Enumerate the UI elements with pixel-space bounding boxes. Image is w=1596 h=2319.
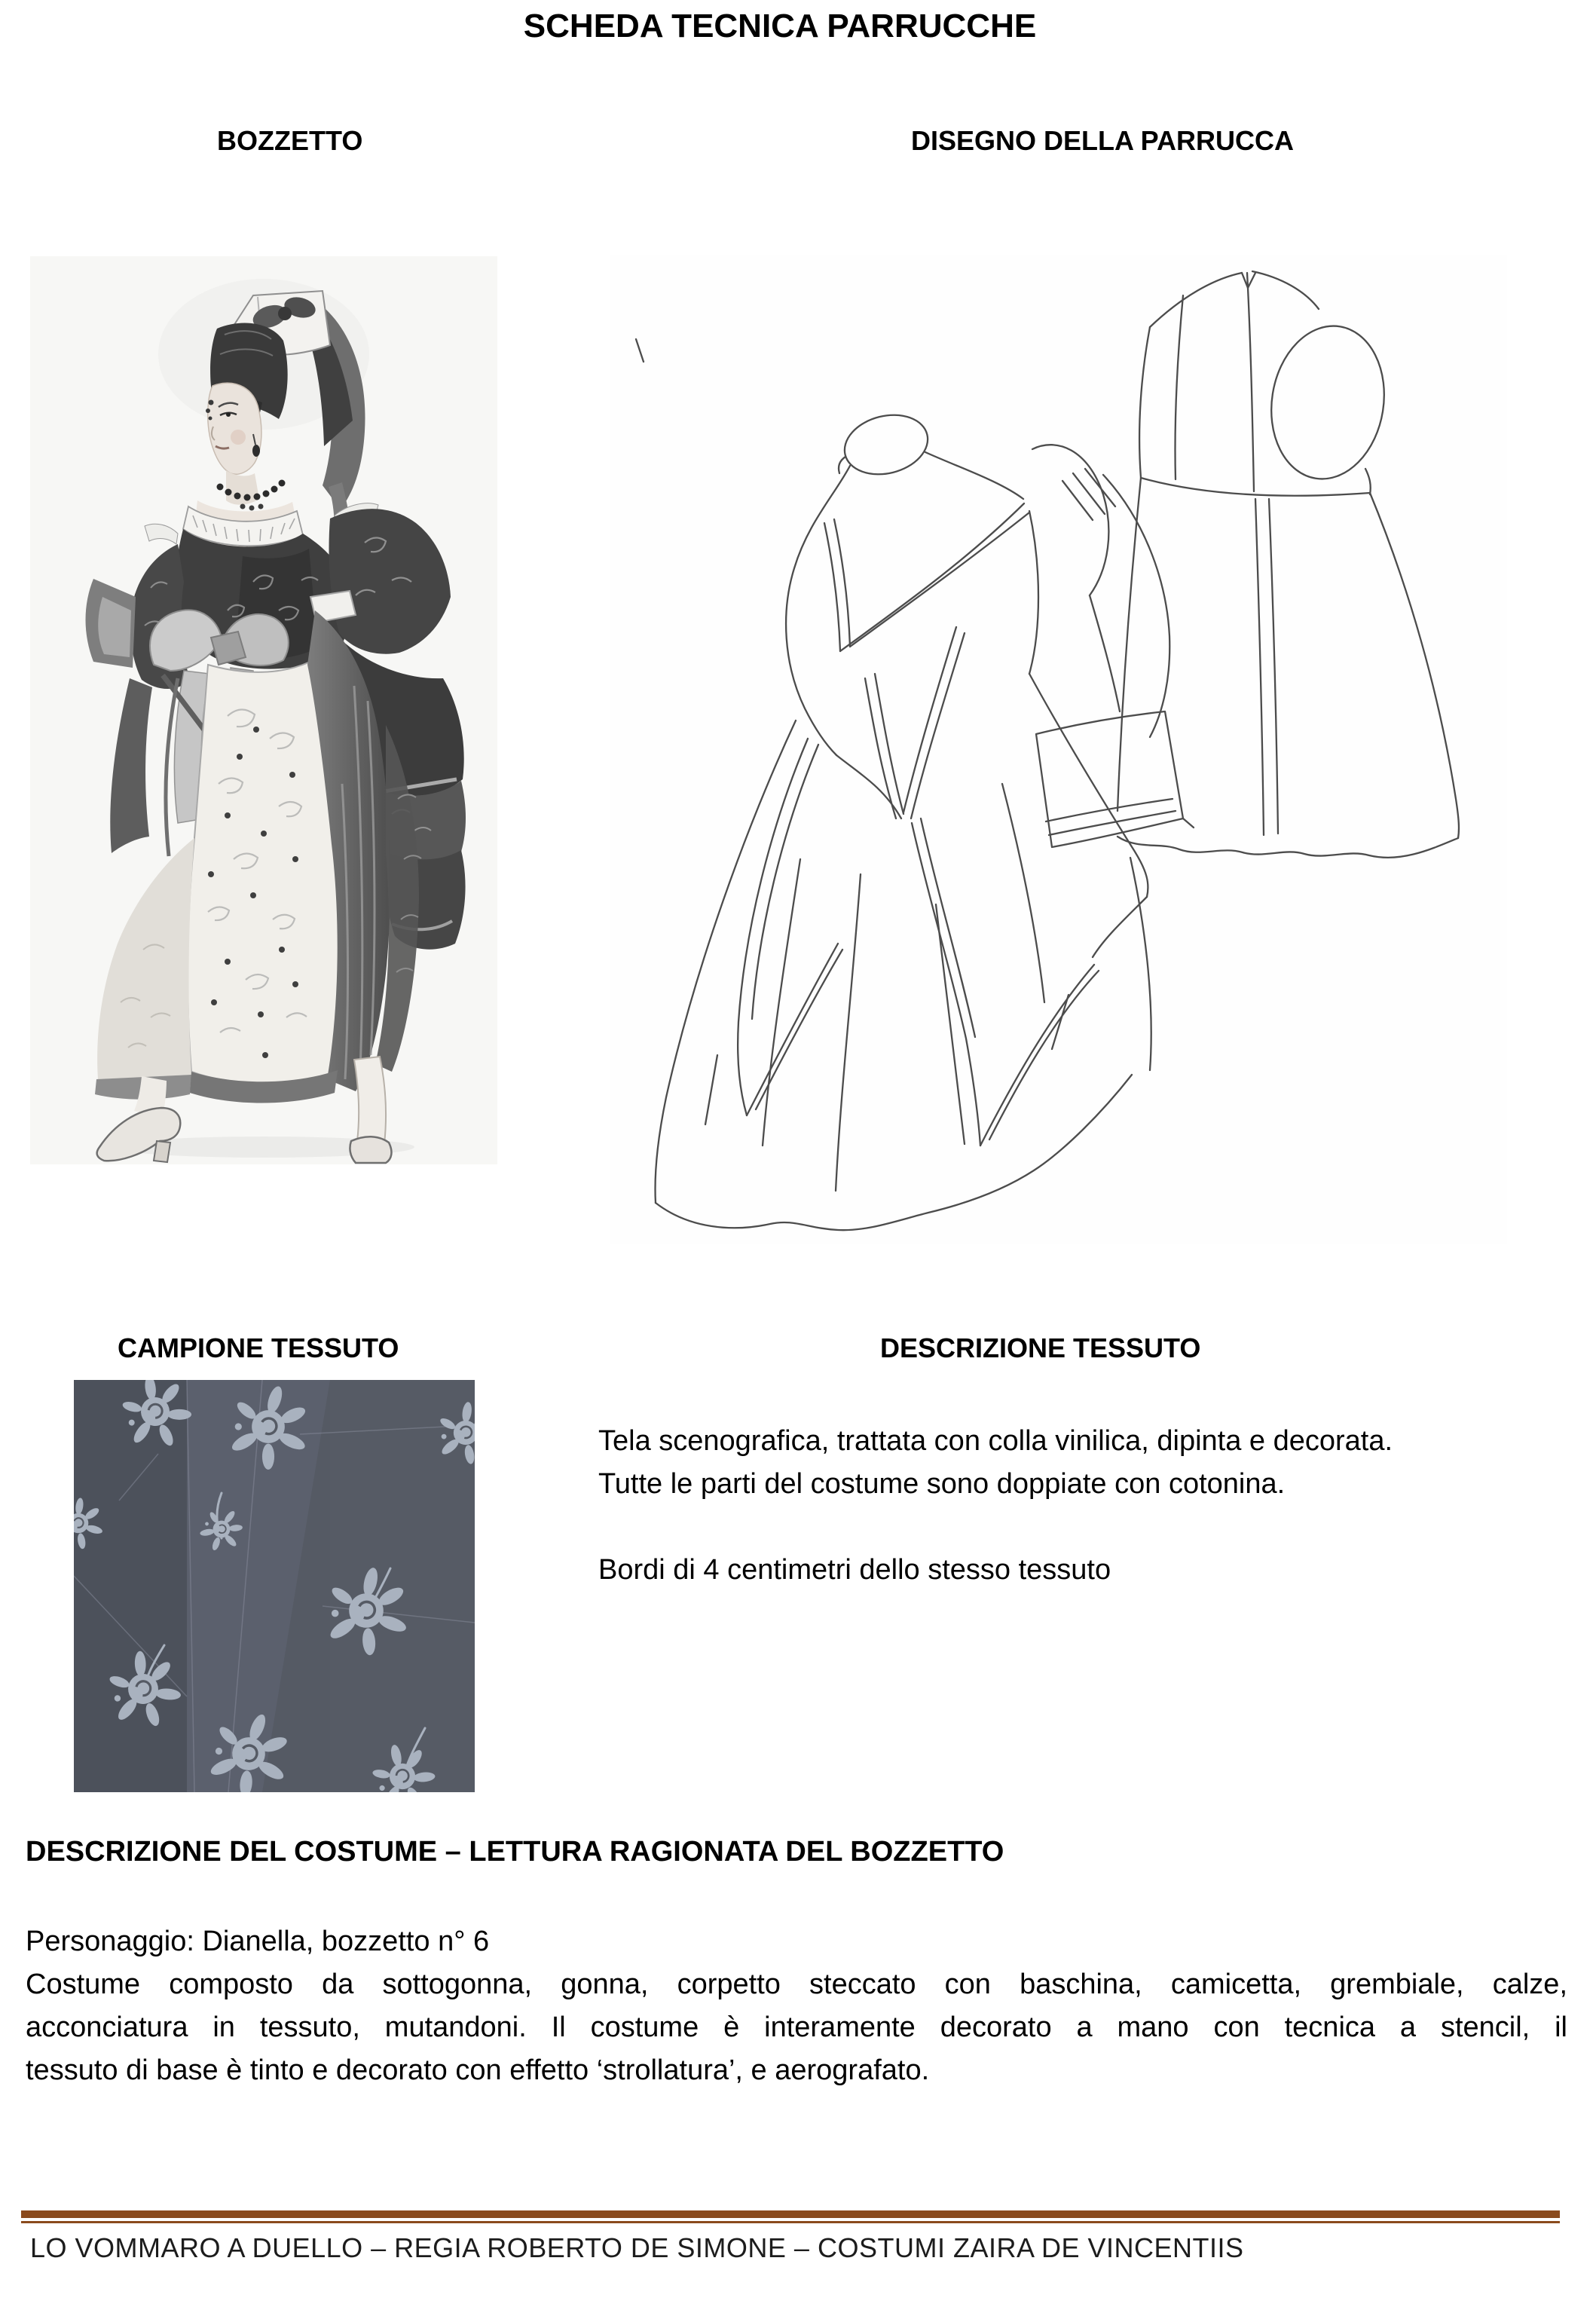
costume-body-line: tessuto di base è tinto e decorato con effetto ‘strollatura’, e aerografato. (26, 2054, 930, 2086)
fabric-swatch-graphic (74, 1380, 475, 1792)
fabric-description-line: Bordi di 4 centimetri dello stesso tessuto (598, 1554, 1111, 1586)
fabric-description-label: DESCRIZIONE TESSUTO (880, 1332, 1201, 1363)
footer-accent-bar (21, 2210, 1560, 2218)
fabric-description-line: Tutte le parti del costume sono doppiate con cotonina. (598, 1468, 1286, 1500)
wig-drawing-image (610, 255, 1507, 1244)
costume-body-line: Costume composto da sottogonna, gonna, corpetto steccato con baschina, camicetta, grembiale, calze, (26, 1969, 1567, 2000)
blank-line (598, 1506, 1548, 1549)
costume-sketch-image (30, 256, 497, 1164)
dress-line-drawing (610, 255, 1507, 1244)
costume-sketch-drawing (30, 256, 497, 1164)
character-line: Personaggio: Dianella, bozzetto n° 6 (26, 1926, 490, 1957)
page-title: SCHEDA TECNICA PARRUCCHE (523, 8, 1037, 44)
footer-credits: LO VOMMARO A DUELLO – REGIA ROBERTO DE SIMONE – COSTUMI ZAIRA DE VINCENTIIS (30, 2232, 1244, 2263)
column-label-disegno-parrucca: DISEGNO DELLA PARRUCCA (911, 125, 1295, 156)
costume-description-heading: DESCRIZIONE DEL COSTUME – LETTURA RAGIONATA DEL BOZZETTO (26, 1836, 1004, 1868)
costume-description-paragraph (26, 1920, 1567, 2092)
fabric-sample-label: CAMPIONE TESSUTO (118, 1332, 399, 1363)
column-label-bozzetto: BOZZETTO (217, 125, 363, 156)
footer-accent-thin-line (21, 2221, 1560, 2223)
fabric-sample-image (74, 1380, 475, 1792)
costume-body-line: acconciatura in tessuto, mutandoni. Il costume è interamente decorato a mano con tecnica a stencil, il (26, 2012, 1567, 2043)
fabric-description-line: Tela scenografica, trattata con colla vinilica, dipinta e decorata. (598, 1425, 1393, 1457)
fabric-description-text (598, 1420, 1548, 1592)
